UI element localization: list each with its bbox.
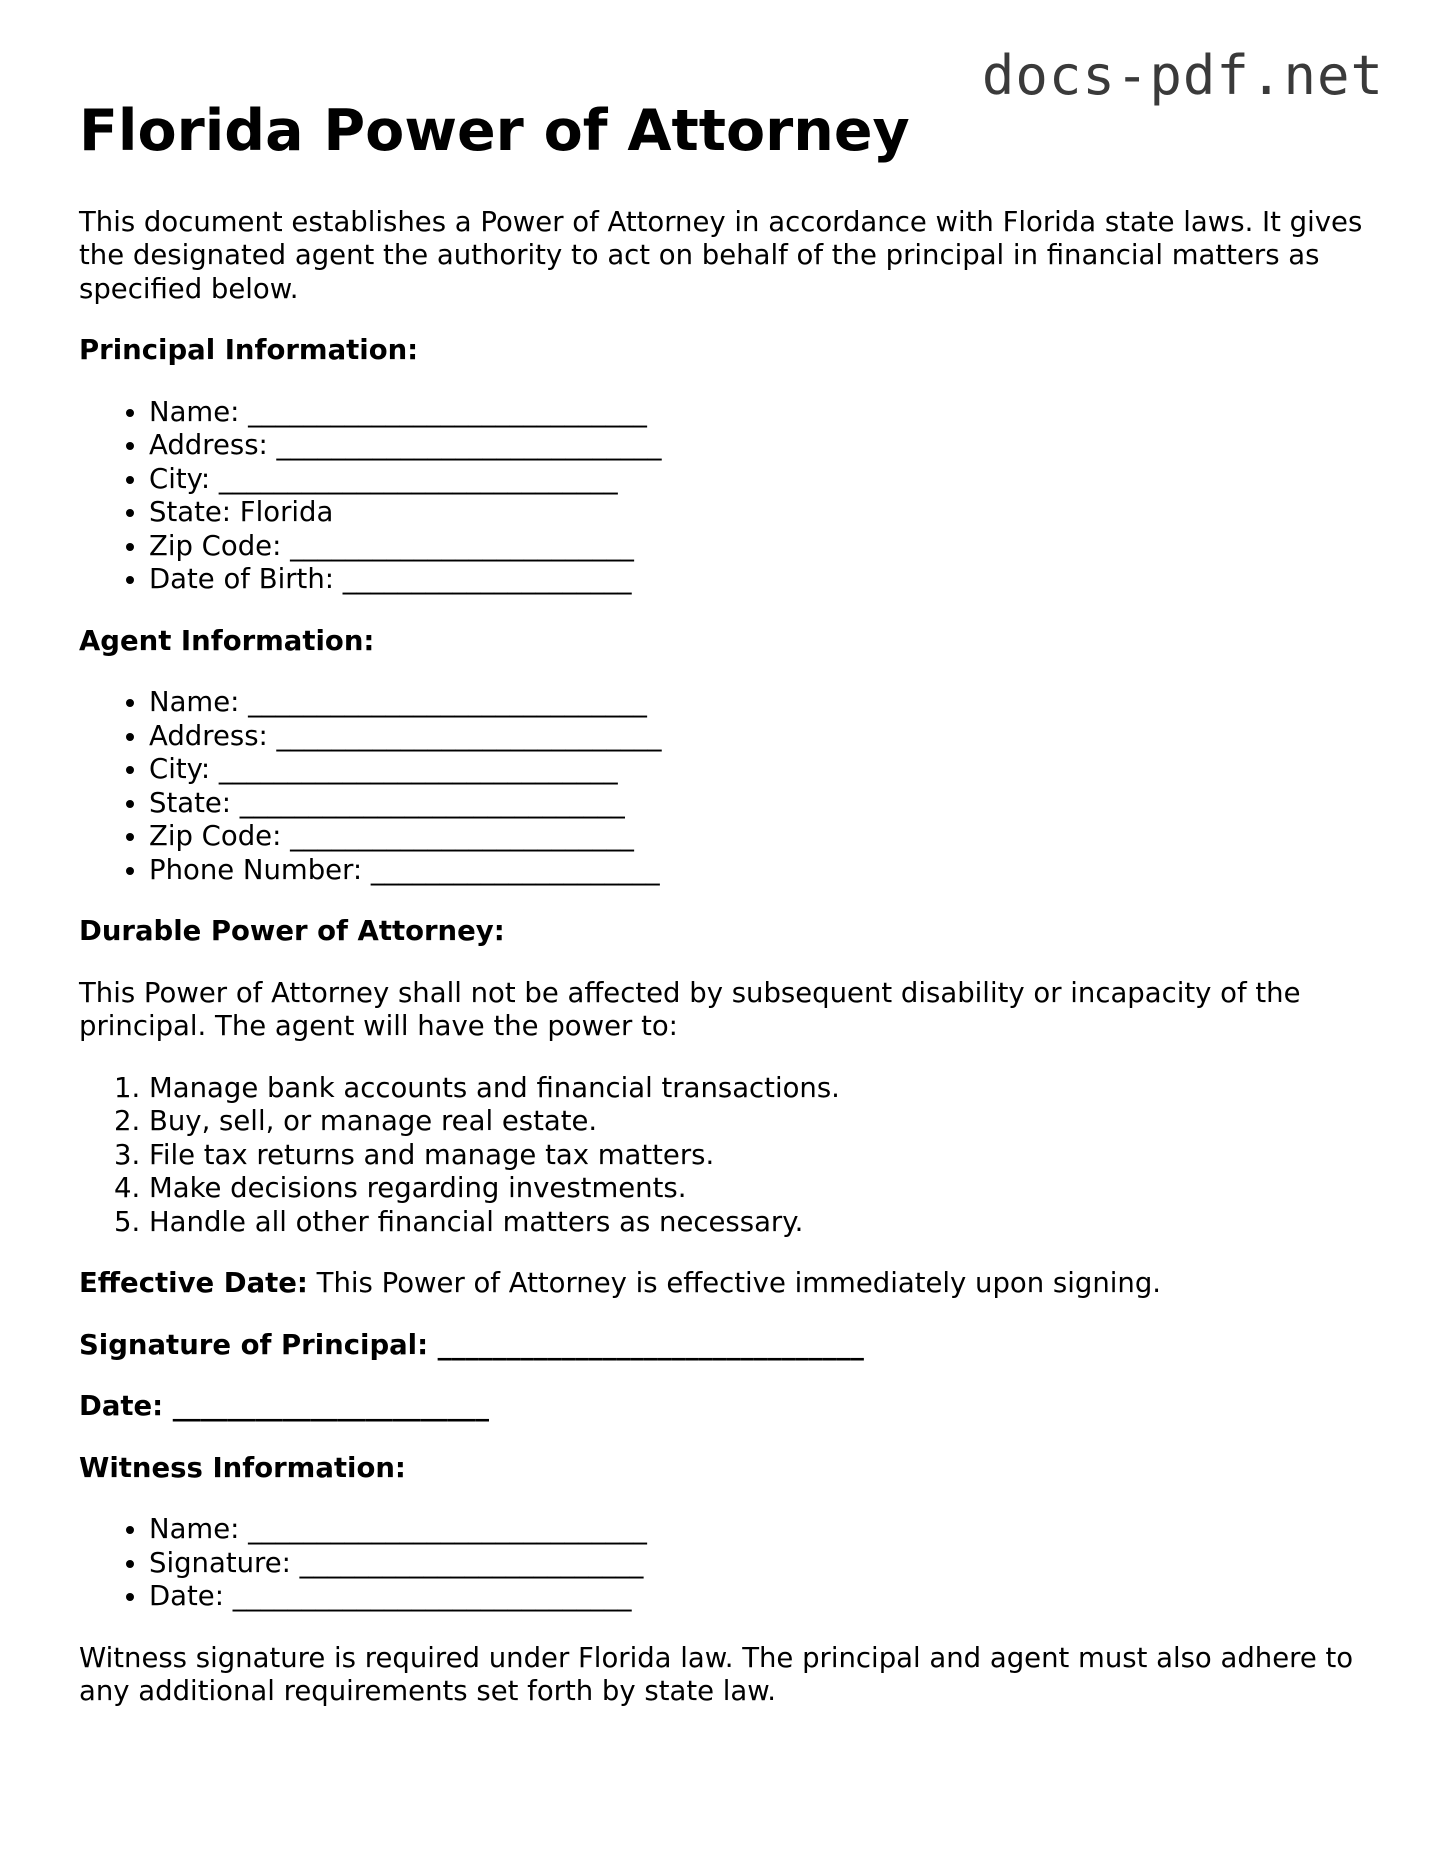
intro-paragraph: This document establishes a Power of Attorney in accordance with Florida state laws. It gives the designated agent the authority to act on behalf of the principal in financial matters as specified below. [79,205,1363,305]
signing-date-label: Date: [79,1390,164,1423]
document-page [79,100,1369,1737]
effective-date-label: Effective Date: [79,1267,308,1300]
document-title: Florida Power of Attorney [79,98,910,164]
agent-zip-field: • Zip Code: _________________________ [149,820,1369,854]
principal-city-field: • City: _____________________________ [149,463,1369,497]
power-item: 5. Handle all other financial matters as necessary. [149,1206,1369,1240]
principal-address-field: • Address: ____________________________ [149,429,1369,463]
principal-signature-line [79,1329,1369,1363]
agent-city-field: • City: _____________________________ [149,753,1369,787]
principal-signature-label: Signature of Principal: [79,1328,429,1361]
durable-paragraph: This Power of Attorney shall not be affected by subsequent disability or incapacity of the principal. The agent will have the power to: [79,976,1301,1043]
durable-heading: Durable Power of Attorney: [79,915,505,948]
principal-signature-blank: _______________________________ [428,1328,864,1361]
powers-list [79,1072,1369,1240]
signing-date-line [79,1390,1369,1424]
principal-dob-field: • Date of Birth: _____________________ [149,563,1369,597]
agent-heading: Agent Information: [79,624,375,657]
principal-heading: Principal Information: [79,334,419,367]
witness-info-list [79,1513,1369,1614]
power-item: 3. File tax returns and manage tax matters. [149,1139,1369,1173]
agent-info-list [79,686,1369,887]
witness-date-field: • Date: _____________________________ [149,1580,1369,1614]
power-item: 2. Buy, sell, or manage real estate. [149,1105,1369,1139]
principal-state-field: • State: Florida [149,496,1369,530]
agent-name-field: • Name: _____________________________ [149,686,1369,720]
agent-address-field: • Address: ____________________________ [149,720,1369,754]
agent-phone-field: • Phone Number: _____________________ [149,854,1369,888]
witness-signature-field: • Signature: _________________________ [149,1547,1369,1581]
agent-state-field: • State: ____________________________ [149,787,1369,821]
principal-zip-field: • Zip Code: _________________________ [149,530,1369,564]
power-item: 1. Manage bank accounts and financial transactions. [149,1072,1369,1106]
closing-paragraph: Witness signature is required under Florida law. The principal and agent must also adhere to any additional requirements set forth by state law. [79,1641,1354,1708]
watermark-text: docs-pdf.net [981,44,1384,107]
power-item: 4. Make decisions regarding investments. [149,1172,1369,1206]
witness-heading: Witness Information: [79,1451,406,1484]
effective-date-line [79,1267,1369,1301]
effective-date-text: This Power of Attorney is effective immediately upon signing. [307,1267,1162,1300]
principal-info-list [79,396,1369,597]
signing-date-blank: _______________________ [163,1390,490,1423]
principal-name-field: • Name: _____________________________ [149,396,1369,430]
witness-name-field: • Name: _____________________________ [149,1513,1369,1547]
